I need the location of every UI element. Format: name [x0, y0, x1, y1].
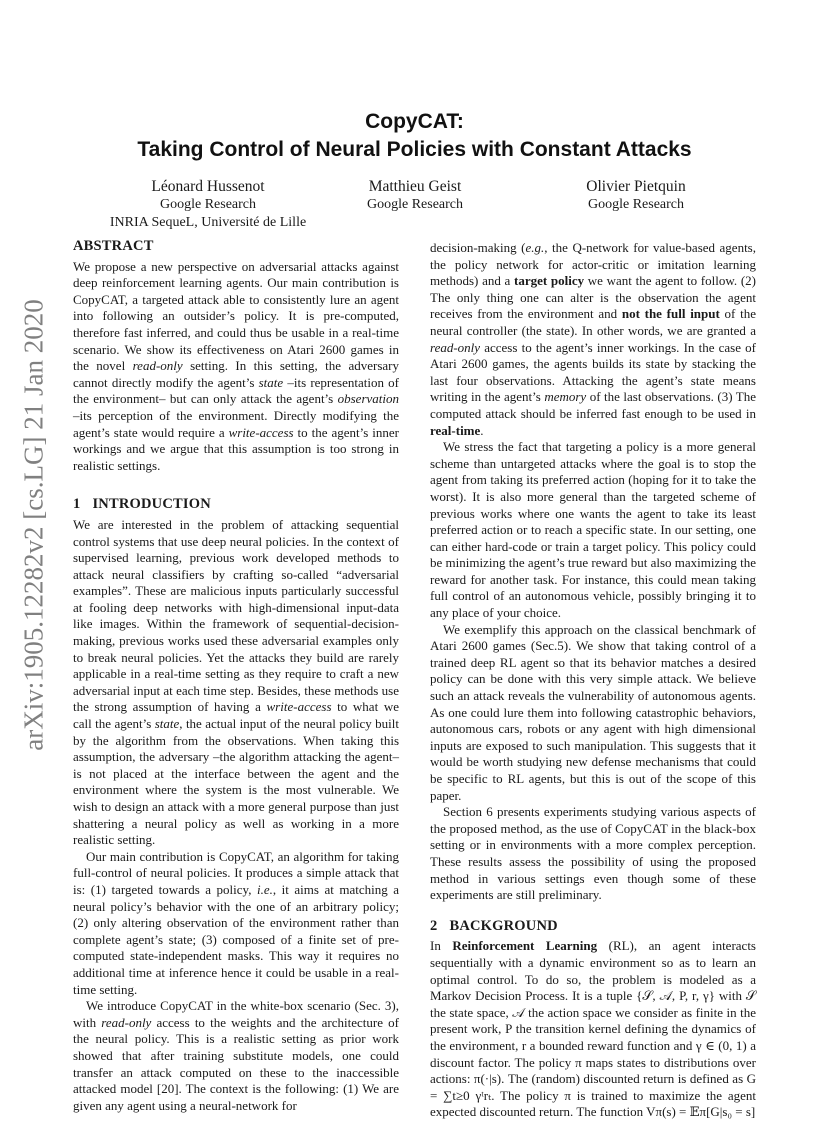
- intro-paragraph-2: Our main contribution is CopyCAT, an algorithm for taking full-control of neural policies. It produces a simple attack that is: (1) targeted towards a policy, i.e., it aims at matching a neural policy’s behavior with the one of an arbitrary policy; (2) only altering observation of the environment rather than complete agent’s state; (3) composed of a finite set of pre-computed state-independent masks. This way it requires no additional time at inference hence it could be usable in a real-time setting.: [73, 848, 399, 997]
- intro-paragraph-3-cont: decision-making (e.g., the Q-network for value-based agents, the policy network for actor-critic or imitation learning methods) and a target policy we want the agent to follow. (2) The only thing one can alter is the observation the agent receives from the environment and not the full input of the neural controller (the state). In other words, we are granted a read-only access to the agent’s inner workings. In the case of Atari 2600 games, the agents builds its state by stacking the last four observations. Attacking the agent’s state means writing in the agent’s memory of the last observations. (3) The computed attack should be inferred fast enough to be used in real-time.: [430, 240, 757, 438]
- intro-paragraph-5: We exemplify this approach on the classical benchmark of Atari 2600 games (Sec.5). We show that taking control of a trained deep RL agent so that its behavior matches a desired policy can be done with this very simple attack. We believe such an attack reveals the vulnerability of autonomous agents. As one could lure them into following catastrophic behaviors, autonomous cars, robots or any agent with high dimensional inputs are exposed to such manipulation. This suggests that it would be worth studying new defense mechanisms that could be specific to RL agents, but this is out of the scope of this paper.: [430, 621, 756, 803]
- intro-paragraph-6: Section 6 presents experiments studying various aspects of the proposed method, as the use of CopyCAT in the black-box setting or in environments with a more complex perception. These results assess the possibility of using the proposed method in various settings even though some of these experiments are still preliminary.: [430, 804, 756, 903]
- author-affiliation: Google Research: [587, 197, 685, 212]
- section-heading-background: 2 BACKGROUND: [430, 917, 558, 934]
- abstract-text: We propose a new perspective on adversarial attacks against deep reinforcement learning agents. Our main contribution is CopyCAT, a targeted attack able to consistently lure an agent into following an outsider’s policy. It is pre-computed, therefore fast inferred, and could thus be usable in a real-time scenario. We show its effectiveness on Atari 2600 games in the novel read-only setting. In this setting, the adversary cannot directly modify the agent’s state –its representation of the environment– but can only attack the agent’s observation –its perception of the environment. Directly modifying the agent’s state would require a write-access to the agent’s inner workings and we argue that this assumption is too strong in realistic settings.: [73, 258, 399, 473]
- author-1: [88, 178, 328, 232]
- intro-paragraph-3: We introduce CopyCAT in the white-box scenario (Sec. 3), with read-only access to the weights and the architecture of the neural policy. This is a realistic setting as prior work showed that after training substitute models, one could transfer an attack computed on these to the inaccessible attacked model [20]. The context is the following: (1) We are given any agent using a neural-network for: [73, 998, 399, 1113]
- title-line-1: CopyCAT:: [365, 110, 464, 133]
- abstract-heading: ABSTRACT: [73, 238, 154, 254]
- left-column: [73, 238, 399, 1114]
- arxiv-stamp: [14, 290, 54, 760]
- arxiv-stamp-text: arXiv:1905.12282v2 [cs.LG] 21 Jan 2020: [18, 299, 49, 751]
- author-name: Léonard Hussenot: [151, 178, 265, 195]
- section-heading-introduction: 1 INTRODUCTION: [73, 496, 211, 513]
- intro-paragraph-4: We stress the fact that targeting a policy is a more general scheme than untargeted attacks where the goal is to stop the agent from taking its preferred action (hoping for it to take the worst). It is also more general than the targeted scheme of previous works where one wants the agent to take its least preferred action or to reach a specific state. In our setting, one can either hard-code or train a target policy. This policy could be minimizing the agent’s true reward but also maximizing the reward for another task. For instance, this could mean taking full control of an autonomous vehicle, possibly bringing it to any place of your choice.: [430, 439, 756, 621]
- title-line-2: Taking Control of Neural Policies with Constant Attacks: [137, 138, 692, 161]
- author-affiliation-2: INRIA SequeL, Université de Lille: [109, 215, 307, 230]
- author-2: [325, 178, 505, 214]
- author-name: Matthieu Geist: [368, 178, 462, 195]
- author-affiliation: Google Research: [159, 197, 257, 212]
- author-affiliation: Google Research: [366, 197, 464, 212]
- paper-title: [73, 108, 756, 164]
- author-name: Olivier Pietquin: [586, 178, 686, 195]
- right-column: [430, 240, 756, 1121]
- intro-paragraph-1: We are interested in the problem of attacking sequential control systems that use deep neural policies. In the context of supervised learning, previous work developed methods to attack neural classifiers by crafting so-called “adversarial examples”. These are malicious inputs particularly successful at fooling deep networks with high-dimensional input-data like images. Within the framework of sequential-decision-making, previous works used these adversarial examples only to break neural policies. Yet the attacks they build are rarely applicable in a real-time setting as they require to craft a new adversarial input at each time step. Besides, these methods use the strong assumption of having a write-access to what we call the agent’s state, the actual input of the neural policy built by the algorithm from the observations. When taking this assumption, the adversary –the algorithm attacking the agent– is not placed at the interface between the agent and the environment where the system is the most vulnerable. We wish to design an attack with a more general purpose than just shattering a neural policy as well as working in a more realistic setting.: [73, 516, 399, 848]
- author-3: [546, 178, 726, 214]
- background-paragraph-1: In Reinforcement Learning (RL), an agent interacts sequentially with a dynamic environment so as to learn an optimal control. To do so, the problem is modeled as a Markov Decision Process. It is a tuple {𝒮, 𝒜, P, r, γ} with 𝒮 the state space, 𝒜 the action space we consider as finite in the present work, P the transition kernel defining the dynamics of the environment, r a bounded reward function and γ ∈ (0, 1) a discount factor. The policy π maps states to distributions over actions: π(·|s). The (random) discounted return is defined as G = ∑t≥0 γᵗrₜ. The policy π is trained to maximize the agent expected discounted return. The function Vπ(s) = 𝔼π[G|s₀ = s]: [430, 938, 756, 1120]
